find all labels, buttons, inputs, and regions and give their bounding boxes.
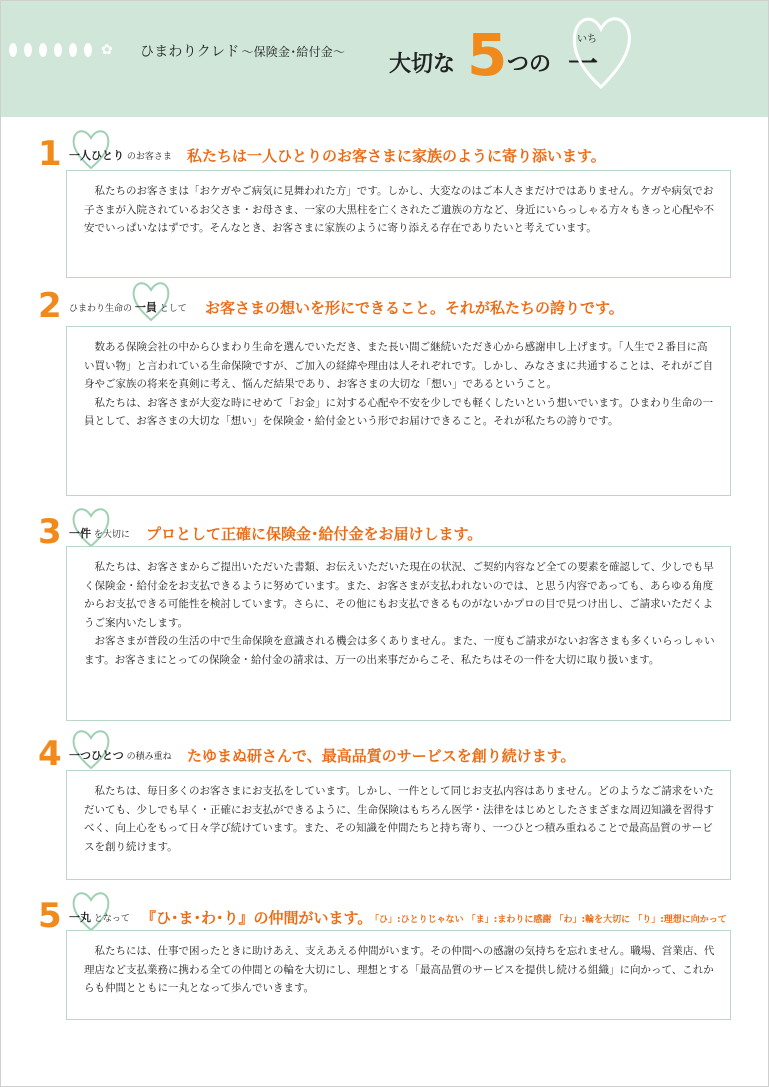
- section-label: [69, 299, 187, 315]
- section-body: [66, 170, 731, 278]
- brand-name: ひまわりクレド: [140, 44, 240, 60]
- leaf-icon: [24, 43, 32, 57]
- label-small: となって: [93, 914, 130, 924]
- section-label: [69, 525, 130, 541]
- brand: [140, 41, 345, 61]
- label-small: を大切に: [93, 530, 130, 540]
- body-paragraph: 私たちには、仕事で困ったときに助けあえ、支えあえる仲間がいます。その仲間への感謝の気持ちを忘れません。職場、営業店、代理店など支払業務に携わる全ての仲間との輪を大切にし、理想とする「最高品質のサービスを提供し続ける組織」に向かって、これからも仲間とともに一丸となって歩んでいきます。: [84, 945, 715, 995]
- section-number: 5: [38, 896, 62, 936]
- section-number: 1: [38, 134, 62, 174]
- body-paragraph: 私たちのお客さまは「おケガやご病気に見舞われた方」です。しかし、大変なのはご本人さまだけではありません。ケガや病気でお子さまが入院されているお父さま・お母さま、一家の大黒柱を亡くされたご遺族の方など、身近にいらっしゃる方々もきっと心配や不安でいっぱいなはずです。そんなとき、お客さまに家族のように寄り添える存在でありたいと考えています。: [84, 185, 714, 235]
- label-big: 一人ひとり: [69, 149, 124, 162]
- body-paragraph: 私たちは、お客さまからご提出いただいた書類、お伝えいただいた現在の状況、ご契約内容など全ての要素を確認して、少しでも早く保険金・給付金をお支払できるように努めています。また、お客さまが支払われないのでは、と思う内容であっても、あらゆる角度からお支払できる可能性を検討しています。さらに、その他にもお支払できるものがないかプロの目で見つけ出し、ご請求いただくようご案内いたします。: [84, 561, 714, 629]
- title-ruby: いち: [577, 34, 597, 45]
- section-number: 3: [38, 512, 62, 552]
- sun-icon: ✿: [101, 42, 113, 58]
- header-banner: [1, 1, 768, 117]
- section-body: [66, 326, 731, 496]
- section-body: [66, 930, 731, 1020]
- label-big: 一つひとつ: [69, 749, 124, 762]
- section-label: [69, 747, 172, 763]
- leaf-icon: [9, 43, 17, 57]
- section-number: 2: [38, 286, 62, 326]
- section-body: [66, 546, 731, 721]
- heart-outline-icon: [569, 9, 633, 91]
- leaf-icon: [84, 43, 92, 57]
- label-big: 一員: [134, 301, 157, 314]
- leaf-icon: [39, 43, 47, 57]
- section-body: [66, 770, 731, 880]
- leaf-icon: [54, 43, 62, 57]
- brand-sub: ～保険金･給付金～: [241, 45, 346, 59]
- label-small: のお客さま: [126, 152, 172, 162]
- himawari-meanings: 「ひ」:ひとりじゃない 「ま」:まわりに感謝 「わ」:輪を大切に 「り」:理想に向かって: [370, 915, 727, 925]
- title-kanji: 一: [568, 47, 598, 82]
- section-headline: たゆまぬ研さんで、最高品質のサービスを創り続けます。: [187, 747, 576, 765]
- label-small-pre: ひまわり生命の: [69, 304, 133, 314]
- body-paragraph: 私たちは、毎日多くのお客さまにお支払をしています。しかし、一件として同じお支払内容はありません。どのようなご請求をいただいても、少しでも早く・正確にお支払ができるように、生命保険はもちろん医学・法律をはじめとしたさまざまな周辺知識を習得すべく、向上心をもって日々学び続けています。また、その知識を仲間たちと持ち寄り、一つひとつ積み重ねることで最高品質のサービスを創り続けます。: [84, 785, 714, 853]
- section-headline: 私たちは一人ひとりのお客さまに家族のように寄り添います。: [187, 147, 606, 165]
- section-label: [69, 147, 172, 163]
- body-paragraph: お客さまが普段の生活の中で生命保険を意識される機会は多くありません。また、一度もご請求がないお客さまも多くいらっしゃいます。お客さまにとっての保険金・給付金の請求は、万一の出来事だからこそ、私たちはその一件を大切に取り扱います。: [84, 635, 715, 666]
- section-label: [69, 909, 130, 925]
- section-headline: 『ひ･ま･わ･り』の仲間がいます。: [141, 909, 373, 927]
- title-mid: つの: [507, 52, 552, 77]
- label-small: として: [159, 304, 187, 314]
- section-headline: お客さまの想いを形にできること。それが私たちの誇りです。: [205, 299, 624, 317]
- section-headline: プロとして正確に保険金･給付金をお届けします。: [146, 525, 483, 543]
- leaf-icon: [69, 43, 77, 57]
- body-paragraph: 数ある保険会社の中からひまわり生命を選んでいただき、また長い間ご継続いただき心から感謝申し上げます。「人生で２番目に高い買い物」と言われている生命保険ですが、ご加入の経緯や理由は人それぞれです。しかし、みなさまに共通することは、それがご自身やご家族の将来を真剣に考え、悩んだ結果であり、お客さまの大切な「想い」であるということ。: [84, 341, 714, 391]
- title-pre: 大切な: [389, 52, 456, 77]
- title-number: 5: [467, 21, 508, 89]
- section-number: 4: [38, 734, 62, 774]
- label-big: 一件: [69, 527, 91, 540]
- label-small: の積み重ね: [126, 752, 172, 762]
- label-big: 一丸: [69, 911, 91, 924]
- body-paragraph: 私たちは、お客さまが大変な時にせめて「お金」に対する心配や不安を少しでも軽くしたいという想いでいます。ひまわり生命の一員として、お客さまの大切な「想い」を保険金・給付金という形でお届けできること。それが私たちの誇りです。: [84, 396, 714, 428]
